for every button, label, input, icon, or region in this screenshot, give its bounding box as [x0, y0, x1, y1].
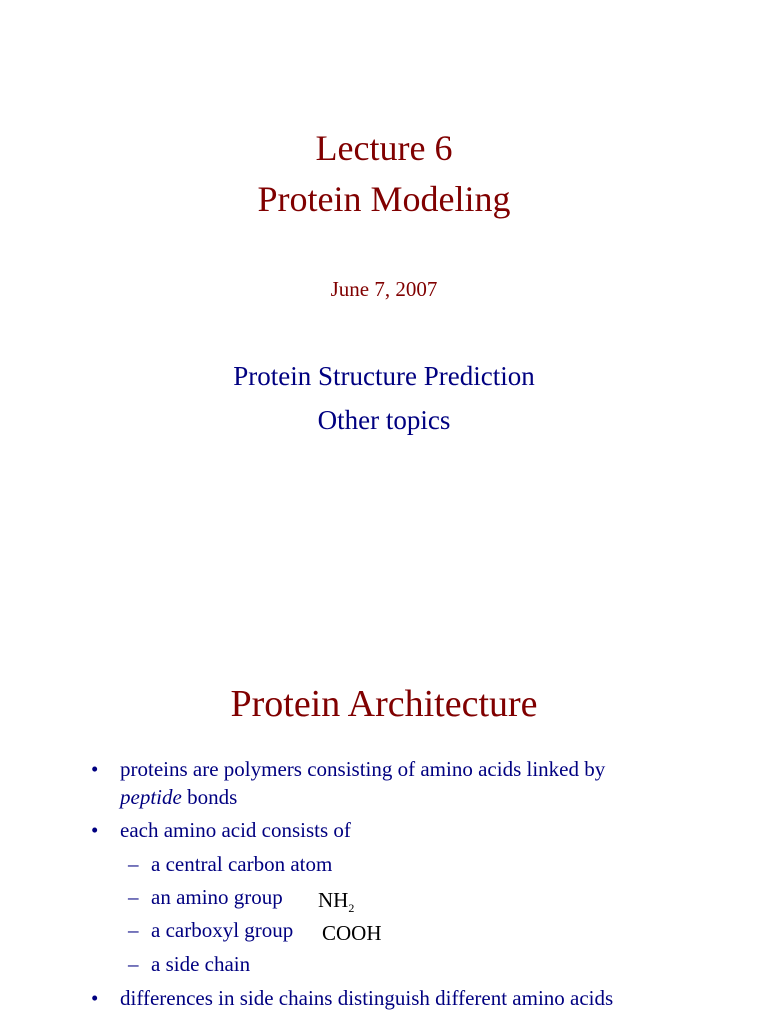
- topic-item-structure-prediction: Protein Structure Prediction: [233, 361, 535, 391]
- slide-title: Protein Architecture: [230, 683, 538, 725]
- dash-glyph: –: [128, 952, 139, 976]
- formula-nh2: $NH_2$: [318, 888, 355, 916]
- sub-item-text: a side chain: [151, 952, 251, 976]
- topic-item-other: Other topics: [317, 405, 451, 435]
- bullet-dot: •: [91, 986, 99, 1010]
- bullet-text: bonds: [181, 785, 238, 809]
- dash-glyph: –: [128, 918, 139, 942]
- dash-glyph: –: [128, 885, 139, 909]
- bullet-text: each amino acid consists of: [120, 818, 351, 842]
- bullet-dot: •: [91, 818, 99, 842]
- lecture-number-title: Lecture 6: [315, 128, 453, 168]
- sub-item-text: a carboxyl group: [151, 918, 294, 942]
- bullet-text: differences in side chains distinguish different amino acids: [120, 986, 614, 1010]
- sub-item-text: a central carbon atom: [151, 852, 333, 876]
- italic-term-peptide: peptide: [120, 785, 182, 809]
- sub-item-text: an amino group: [151, 885, 283, 909]
- slide-protein-architecture: [0, 640, 768, 1024]
- bullet-dot: •: [91, 757, 99, 781]
- bullet-text: proteins are polymers consisting of amino acids linked by: [120, 757, 606, 781]
- dash-glyph: –: [128, 852, 139, 876]
- formula-cooh: COOH: [322, 921, 382, 945]
- lecture-date: June 7, 2007: [330, 277, 438, 301]
- lecture-topic-title: Protein Modeling: [257, 179, 511, 219]
